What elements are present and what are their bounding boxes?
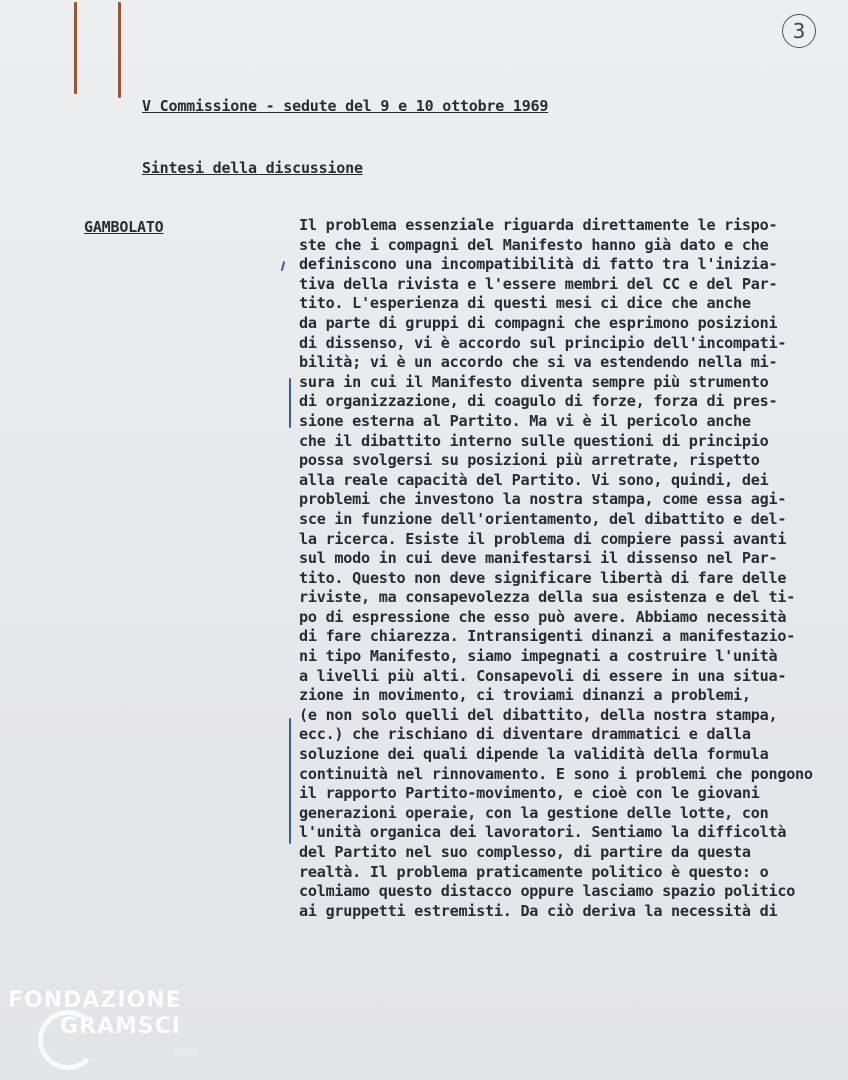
text-line: ecc.) che rischiano di diventare drammatici e dalla (299, 725, 751, 744)
text-line: che il dibattito interno sulle questioni di principio (299, 431, 769, 450)
text-line: sce in funzione dell'orientamento, del dibattito e del- (299, 509, 787, 528)
text-line: sura in cui il Manifesto diventa sempre più strumento (299, 372, 769, 391)
watermark-line: GRAMSCI (60, 1014, 182, 1039)
text-line: problemi che investono la nostra stampa, come essa agi- (299, 490, 787, 509)
page-number: 3 (782, 14, 816, 48)
text-line: del Partito nel suo complesso, di partire da questa (299, 843, 751, 861)
text-line: zione in movimento, ci troviami dinanzi a problemi, (299, 686, 751, 705)
text-line: bilità; vi è un accordo che si va estendendo nella mi- (299, 353, 778, 372)
text-line: realtà. Il problema praticamente politico è questo: o (299, 862, 769, 881)
text-line: da parte di gruppi di compagni che esprimono posizioni (299, 313, 778, 332)
text-line: di organizzazione, di coagulo di forze, forza di pres- (299, 392, 778, 411)
text-line: (e non solo quelli del dibattito, della nostra stampa, (299, 705, 778, 724)
text-line: a livelli più alti. Consapevoli di essere in una situa- (299, 666, 787, 685)
text-line: il rapporto Partito-movimento, e cioè con le giovani (299, 784, 760, 803)
text-line: di fare chiarezza. Intransigenti dinanzi a manifestazio- (299, 627, 796, 646)
text-line: ste che i compagni del Manifesto hanno già dato e che (299, 235, 769, 254)
text-line: riviste, ma consapevolezza della sua esistenza e del ti- (299, 588, 796, 607)
text-line: ai gruppetti estremisti. Da ciò deriva la necessità di (299, 901, 778, 920)
text-line: generazioni operaie, con la gestione delle lotte, con (299, 803, 769, 822)
text-line: di dissenso, vi è accordo sul principio dell'incompati- (299, 333, 787, 352)
text-line: sione esterna al Partito. Ma vi è il pericolo anche (299, 411, 751, 430)
staple-mark (74, 2, 77, 94)
pen-margin-mark (281, 261, 285, 271)
watermark-line: FONDAZIONE (8, 988, 182, 1013)
staple-mark (118, 2, 121, 98)
text-line: l'unità organica dei lavoratori. Sentiamo la difficoltà (299, 823, 787, 842)
text-line: tito. L'esperienza di questi mesi ci dice che anche (299, 294, 751, 313)
document-subtitle: Sintesi della discussione (142, 159, 363, 177)
pen-margin-mark (289, 378, 291, 428)
text-line: tito. Questo non deve significare libertà di fare delle (299, 568, 787, 587)
archive-watermark (8, 988, 228, 1074)
text-line: possa svolgersi su posizioni più arretrate, rispetto (299, 451, 760, 470)
pen-margin-mark (289, 718, 291, 844)
text-line: la ricerca. Esiste il problema di compiere passi avanti (299, 529, 787, 548)
text-line: definiscono una incompatibilità di fatto tra l'inizia- (299, 255, 778, 274)
text-line: continuità nel rinnovamento. E sono i problemi che pongono (299, 764, 813, 783)
watermark-line: onlus (174, 1048, 199, 1058)
text-line: colmiamo questo distacco oppure lasciamo spazio politico (299, 882, 796, 901)
discussion-text (299, 216, 847, 921)
text-line: soluzione dei quali dipende la validità della formula (299, 745, 769, 764)
text-line: sul modo in cui deve manifestarsi il dissenso nel Par- (299, 549, 778, 568)
document-title: V Commissione - sedute del 9 e 10 ottobre 1969 (142, 97, 549, 115)
text-line: ni tipo Manifesto, siamo impegnati a costruire l'unità (299, 647, 778, 666)
text-line: alla reale capacità del Partito. Vi sono, quindi, dei (299, 470, 769, 489)
text-line: po di espressione che esso può avere. Abbiamo necessità (299, 607, 787, 626)
speaker-name: GAMBOLATO (84, 218, 164, 236)
text-line: tiva della rivista e l'essere membri del CC e del Par- (299, 274, 778, 293)
text-line: Il problema essenziale riguarda direttamente le rispo- (299, 216, 778, 234)
